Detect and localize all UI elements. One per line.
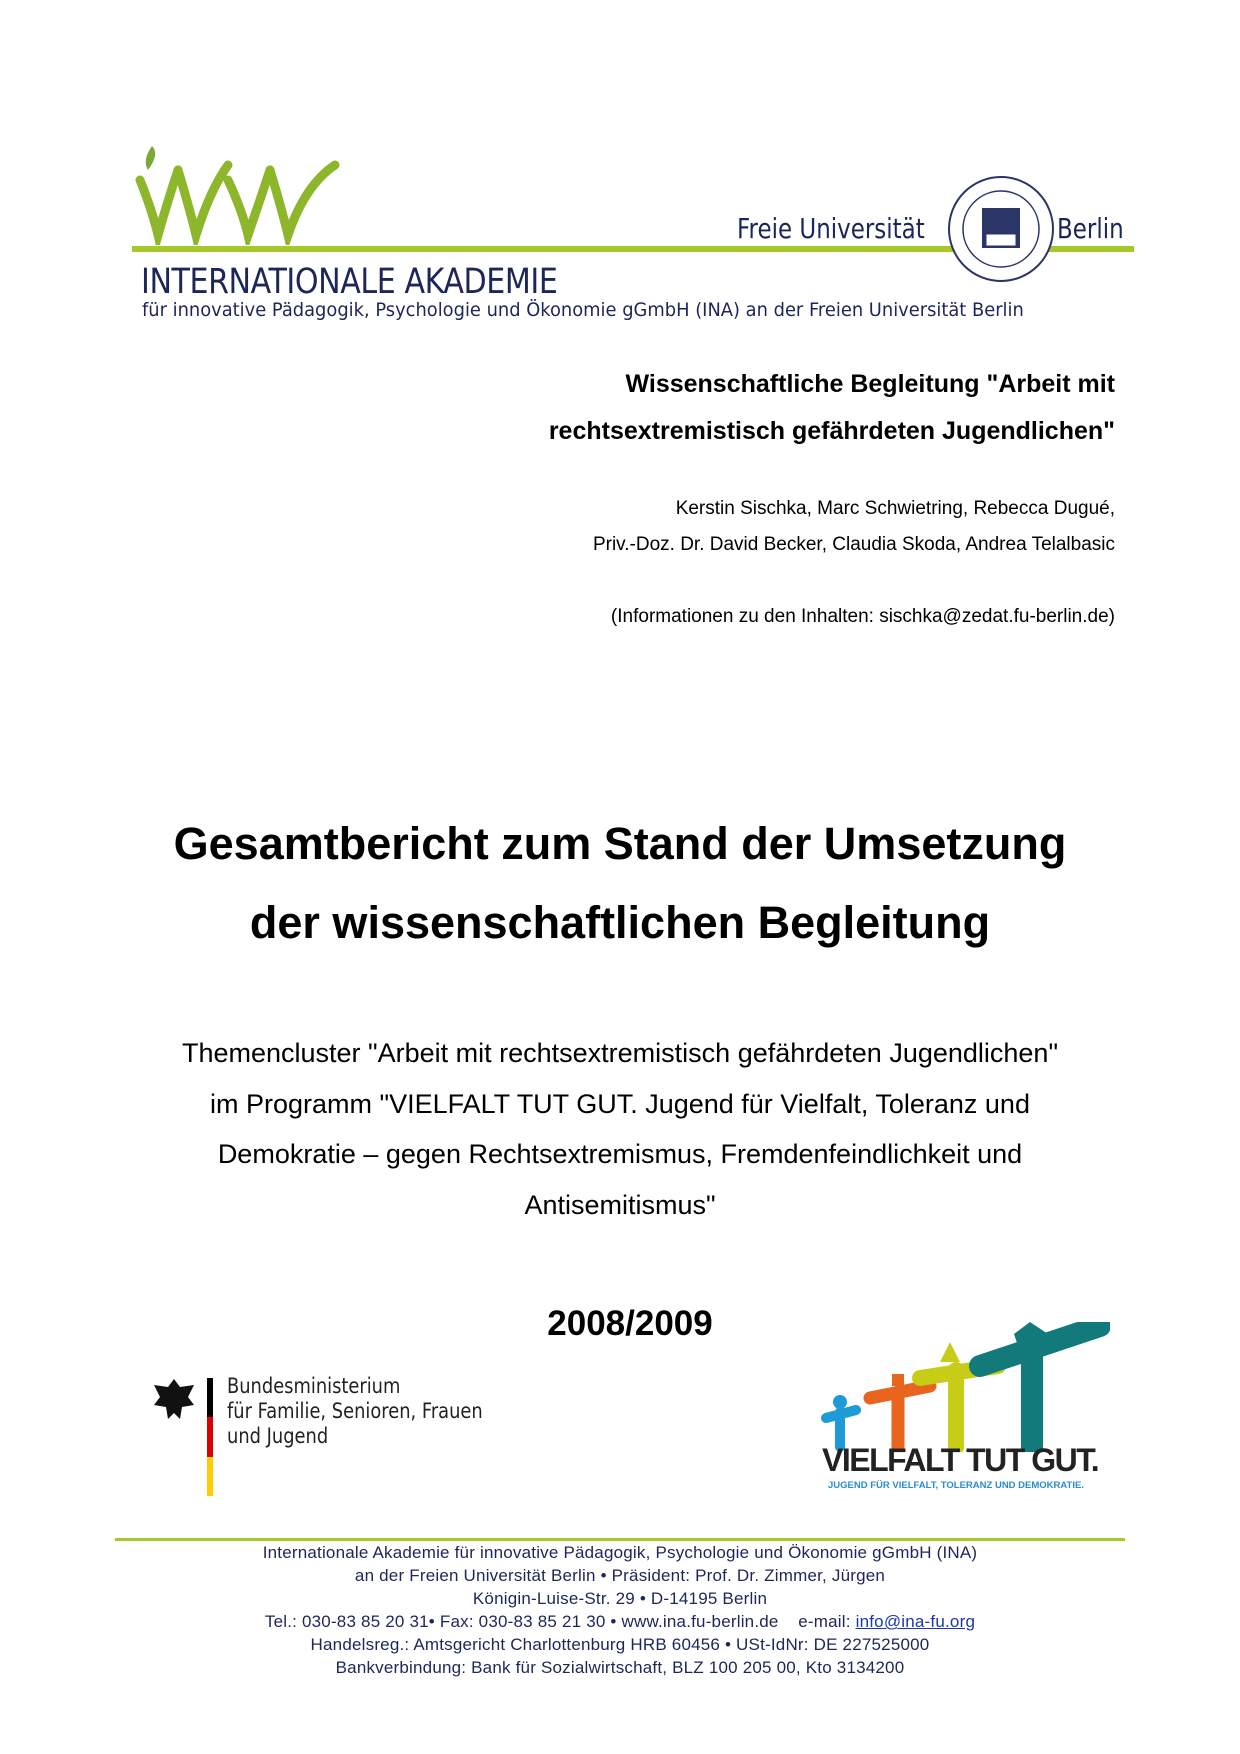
- subtitle-line: Antisemitismus": [524, 1190, 716, 1220]
- subtitle-line: Themencluster "Arbeit mit rechtsextremistisch gefährdeten Jugendlichen": [181, 1038, 1059, 1068]
- authors-line1: Kerstin Sischka, Marc Schwietring, Rebecca Dugué,: [675, 498, 1115, 519]
- footer-contact: [0, 1612, 1240, 1632]
- footer-line: Bankverbindung: Bank für Sozialwirtschaft, BLZ 100 205 00, Kto 3134200: [335, 1658, 905, 1677]
- ministry-line: Bundesministerium: [227, 1374, 401, 1398]
- report-year: 2008/2009: [547, 1304, 713, 1343]
- ministry-line: und Jugend: [227, 1424, 329, 1448]
- report-title-line2: der wissenschaftlichen Begleitung: [249, 897, 991, 948]
- vielfalt-figures-icon: [820, 1322, 1110, 1452]
- footer-line: Handelsreg.: Amtsgericht Charlottenburg HRB 60456 • USt-IdNr: DE 227525000: [310, 1635, 930, 1654]
- email-link[interactable]: info@ina-fu.org: [855, 1612, 976, 1631]
- vielfalt-title: VIELFALT TUT GUT.: [822, 1442, 1099, 1478]
- authors-line2: Priv.-Doz. Dr. David Becker, Claudia Skoda, Andrea Telalbasic: [592, 534, 1115, 555]
- ministry-line: für Familie, Senioren, Frauen: [227, 1399, 483, 1423]
- contact-info: (Informationen zu den Inhalten: sischka@zedat.fu-berlin.de): [610, 606, 1115, 627]
- project-title-line2: rechtsextremistisch gefährdeten Jugendlichen": [548, 417, 1115, 445]
- ina-subtitle: für innovative Pädagogik, Psychologie und Ökonomie gGmbH (INA) an der Freien Universität Berlin: [142, 299, 1024, 321]
- report-title-line1: Gesamtbericht zum Stand der Umsetzung: [173, 818, 1067, 869]
- flag-bar: [207, 1378, 213, 1496]
- footer-contact-text: Tel.: 030-83 85 20 31• Fax: 030-83 85 21 30 • www.ina.fu-berlin.de e-mail:: [264, 1612, 856, 1631]
- footer-line: an der Freien Universität Berlin • Präsident: Prof. Dr. Zimmer, Jürgen: [354, 1566, 886, 1585]
- vielfalt-subtitle: JUGEND FÜR VIELFALT, TOLERANZ UND DEMOKRATIE.: [828, 1480, 1084, 1491]
- federal-eagle-icon: [150, 1375, 198, 1423]
- ministry-name: [227, 1374, 483, 1449]
- subtitle-line: im Programm "VIELFALT TUT GUT. Jugend für Vielfalt, Toleranz und: [210, 1089, 1030, 1119]
- fu-name: Freie Universität: [737, 212, 925, 245]
- iww-logo: [130, 140, 350, 245]
- project-title-line1: Wissenschaftliche Begleitung "Arbeit mit: [625, 370, 1115, 398]
- footer-line: Königin-Luise-Str. 29 • D-14195 Berlin: [472, 1589, 768, 1608]
- subtitle-line: Demokratie – gegen Rechtsextremismus, Fremdenfeindlichkeit und: [217, 1139, 1023, 1169]
- ina-title: INTERNATIONALE AKADEMIE: [141, 262, 558, 302]
- footer-line: Internationale Akademie für innovative Pädagogik, Psychologie und Ökonomie gGmbH (INA): [262, 1543, 978, 1562]
- footer-rule: [115, 1538, 1125, 1541]
- fu-seal-icon: [946, 174, 1056, 284]
- fu-city: Berlin: [1057, 212, 1124, 245]
